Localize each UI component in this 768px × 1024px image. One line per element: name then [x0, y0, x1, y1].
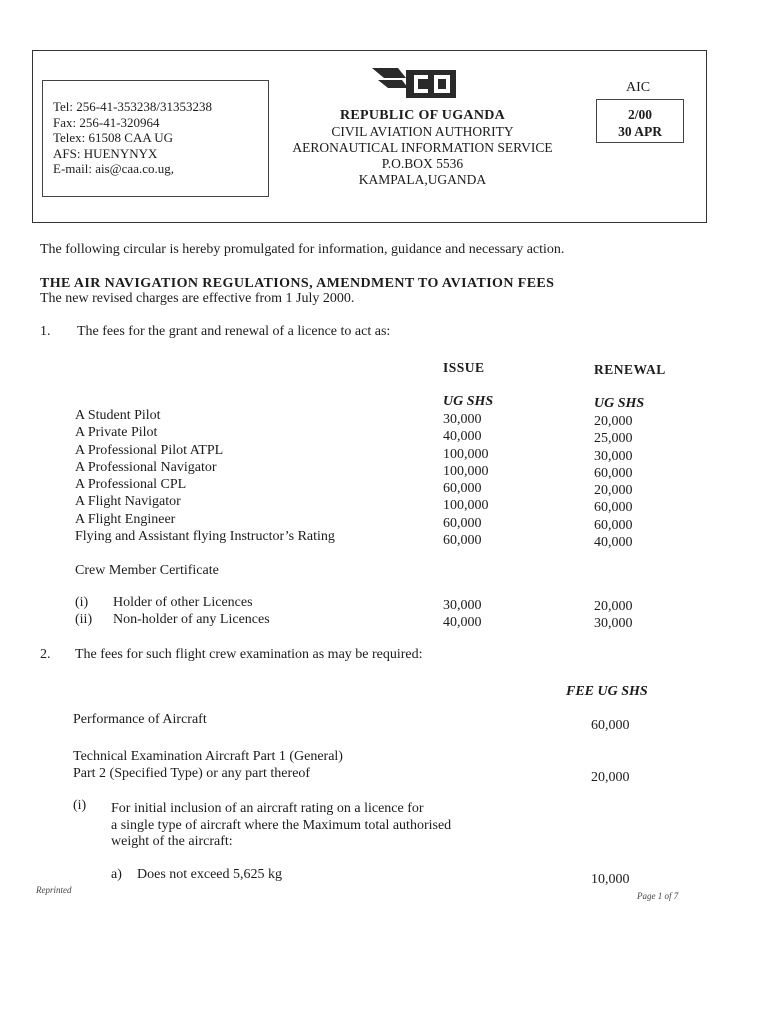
footer-page-number: Page 1 of 7	[637, 891, 679, 901]
technical-exam-fee: 20,000	[591, 770, 630, 785]
contact-fax: Fax: 256-41-320964	[53, 114, 160, 130]
item-line-3: weight of the aircraft:	[111, 834, 233, 849]
renewal-fee: 60,000	[594, 517, 633, 533]
renewal-fee: 60,000	[594, 465, 633, 481]
crew-issue-fee: 30,000	[443, 598, 482, 613]
crew-renewal-fee: 20,000	[594, 599, 633, 614]
renewal-fee: 20,000	[594, 414, 633, 429]
renewal-fee: 40,000	[594, 535, 633, 551]
performance-label: Performance of Aircraft	[73, 712, 207, 727]
item-line-2: a single type of aircraft where the Maximum total authorised	[111, 818, 452, 833]
fee-column-header: FEE UG SHS	[566, 684, 648, 699]
renewal-currency: UG SHS	[594, 396, 645, 411]
licence-label: A Flight Engineer	[75, 511, 176, 527]
renewal-column-header: RENEWAL	[594, 362, 666, 377]
contact-telex: Telex: 61508 CAA UG	[53, 130, 174, 145]
footer-reprinted: Reprinted	[36, 885, 72, 895]
licence-label: A Professional CPL	[75, 477, 187, 493]
licence-label: Flying and Assistant flying Instructor’s Rating	[75, 529, 335, 545]
sub-item-fee: 10,000	[591, 872, 630, 887]
renewal-values	[594, 413, 633, 551]
org-city: KAMPALA,UGANDA	[358, 172, 487, 187]
section-1-number: 1.	[40, 324, 51, 339]
org-pobox: P.O.BOX 5536	[381, 156, 464, 171]
aic-number-box	[596, 99, 684, 143]
org-ais: AERONAUTICAL INFORMATION SERVICE	[292, 140, 553, 155]
crew-row-label: Holder of other Licences	[113, 595, 253, 610]
issue-fee: 40,000	[443, 429, 482, 445]
contact-afs: AFS: HUENYNYX	[53, 145, 158, 161]
crew-issue-fee: 40,000	[443, 615, 482, 630]
circular-title: THE AIR NAVIGATION REGULATIONS, AMENDMENT TO AVIATION FEES	[40, 276, 555, 291]
org-republic: REPUBLIC OF UGANDA	[339, 108, 506, 123]
licence-labels	[75, 407, 335, 545]
aic-label: AIC	[626, 80, 651, 95]
sub-item-text: Does not exceed 5,625 kg	[137, 867, 283, 882]
crew-renewal-fee: 30,000	[594, 616, 633, 631]
sub-item-label: a)	[111, 867, 122, 882]
crew-certificate-heading: Crew Member Certificate	[75, 563, 219, 578]
licence-label: A Private Pilot	[75, 425, 158, 441]
renewal-fee: 60,000	[594, 500, 633, 516]
issue-fee: 100,000	[443, 498, 489, 514]
org-caa: CIVIL AVIATION AUTHORITY	[331, 124, 514, 139]
technical-exam-line-1: Technical Examination Aircraft Part 1 (General)	[73, 749, 343, 764]
aic-date: 30 APR	[618, 124, 662, 139]
item-number: (i)	[73, 798, 87, 813]
renewal-fee: 30,000	[594, 448, 633, 464]
issue-values	[443, 411, 489, 549]
licence-label: A Professional Navigator	[75, 459, 217, 475]
licence-label: A Student Pilot	[75, 408, 161, 423]
section-2-text: The fees for such flight crew examination as may be required:	[75, 647, 423, 662]
effective-date-text: The new revised charges are effective from 1 July 2000.	[40, 291, 355, 306]
issue-fee: 60,000	[443, 533, 482, 549]
crew-row-number: (ii)	[75, 612, 93, 627]
renewal-fee: 20,000	[594, 483, 633, 499]
contact-email: E-mail: ais@caa.co.ug,	[53, 161, 174, 176]
item-line-1: For initial inclusion of an aircraft rating on a licence for	[111, 801, 424, 816]
section-1-text: The fees for the grant and renewal of a licence to act as:	[77, 324, 391, 339]
issue-fee: 60,000	[443, 481, 482, 497]
aic-number: 2/00	[627, 107, 652, 122]
licence-label: A Professional Pilot ATPL	[75, 442, 224, 458]
crew-row-number: (i)	[75, 595, 89, 610]
crew-row-label: Non-holder of any Licences	[113, 612, 270, 627]
performance-fee: 60,000	[591, 718, 630, 733]
organization-block	[270, 108, 575, 188]
intro-text: The following circular is hereby promulgated for information, guidance and necessary action.	[40, 242, 565, 257]
issue-fee: 30,000	[443, 412, 482, 427]
caa-logo-icon	[372, 66, 460, 100]
licence-label: A Flight Navigator	[75, 494, 181, 510]
renewal-fee: 25,000	[594, 431, 633, 447]
contact-tel: Tel: 256-41-353238/31353238	[53, 99, 213, 114]
issue-fee: 100,000	[443, 463, 489, 479]
issue-fee: 100,000	[443, 446, 489, 462]
contact-box	[42, 80, 269, 197]
technical-exam-line-2: Part 2 (Specified Type) or any part thereof	[73, 766, 311, 781]
issue-currency: UG SHS	[443, 394, 494, 409]
section-2-number: 2.	[40, 647, 51, 662]
issue-column-header: ISSUE	[443, 360, 485, 375]
issue-fee: 60,000	[443, 515, 482, 531]
